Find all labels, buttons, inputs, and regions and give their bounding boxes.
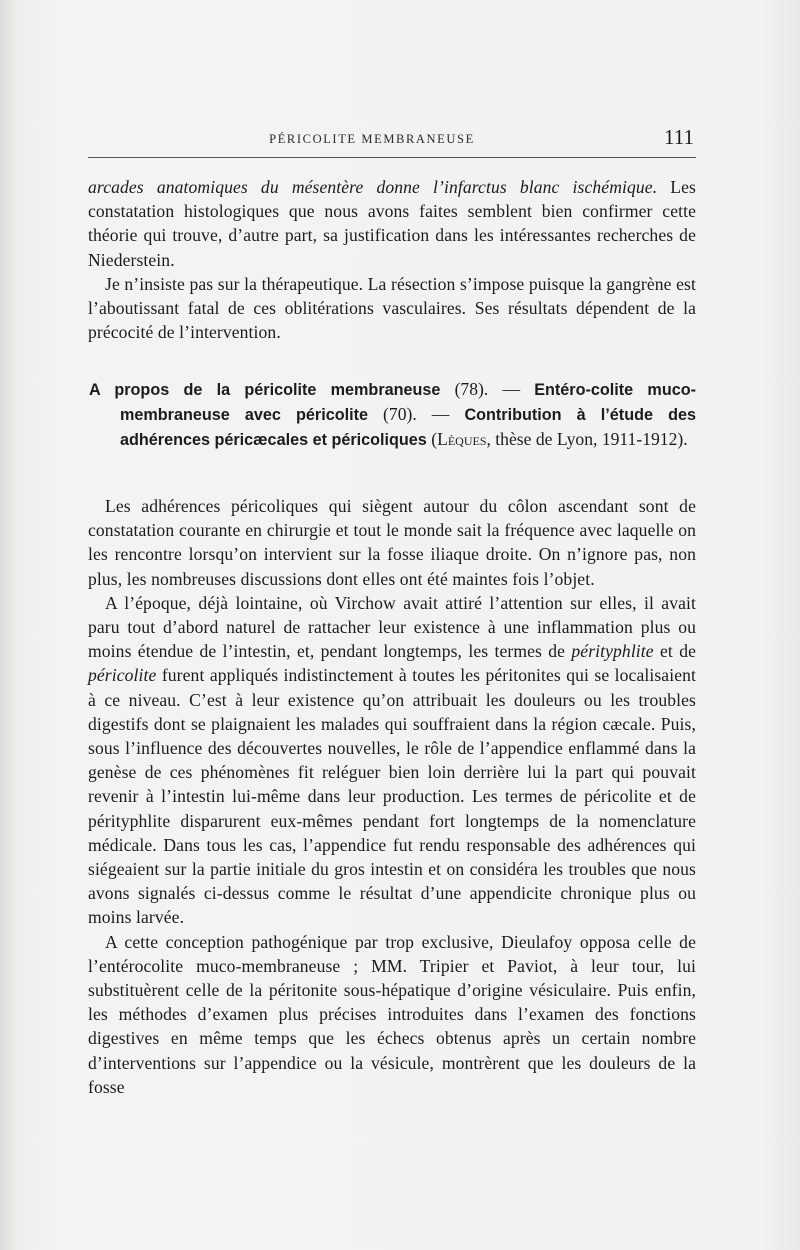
main-section bbox=[88, 494, 696, 1099]
heading-ref-2: (70). — bbox=[368, 404, 465, 425]
paragraph-continued bbox=[88, 175, 696, 272]
running-header bbox=[88, 124, 696, 160]
paragraph-text: Les constatation histologiques que nous avons faites semblent bien confirmer cette théorie qui trouve, d’autre part, sa justification dans les intéressantes recherches de Niederstein. bbox=[88, 177, 696, 270]
term-pericolite: péricolite bbox=[88, 665, 157, 686]
term-perityphlite: pérityphlite bbox=[571, 641, 654, 662]
italic-lead: arcades anatomiques du mésentère donne l’infarctus blanc ischémique. bbox=[88, 177, 658, 197]
heading-title-3: Contribution à l’étude des adhérences péricæcales et péricoliques bbox=[120, 406, 696, 450]
page-number: 111 bbox=[664, 125, 694, 149]
paragraph-text: A l’époque, déjà lointaine, où Virchow avait attiré l’attention sur elles, il avait paru tout d’abord naturel de rattacher leur existence à une inflammation plus ou moins étendue de l’intestin, et, pendant longtemps, les termes de bbox=[88, 592, 696, 662]
running-title: PÉRICOLITE MEMBRANEUSE bbox=[269, 132, 475, 146]
paragraph-virchow bbox=[88, 591, 696, 930]
section-heading bbox=[89, 377, 696, 453]
heading-author: Lèques bbox=[437, 429, 487, 450]
heading-source: , thèse de Lyon, 1911-1912). bbox=[486, 429, 688, 450]
heading-open-paren: ( bbox=[426, 429, 438, 450]
heading-title-1: A propos de la péricolite membraneuse bbox=[89, 381, 441, 399]
paragraph-text: et de bbox=[653, 641, 696, 662]
paragraph-dieulafoy: A cette conception pathogénique par trop exclusive, Dieulafoy opposa celle de l’entérocolite muco-membraneuse ; MM. Tripier et Paviot, à leur tour, lui substituèrent celle de la péritonite sous-hépatique d’origine vésiculaire. Puis enfin, les méthodes d’examen plus précises introduites dans l’examen des fonctions digestives en même temps que les échecs obtenus après un certain nombre d’interventions sur l’appendice ou la vésicule, montrèrent que les douleurs de la fosse bbox=[88, 931, 696, 1097]
paragraph-text: furent appliqués indistinctement à toutes les péritonites qui se localisaient à ce niveau. C’est à leur existence qu’on attribuait les douleurs ou les troubles digestifs dont se plaignaient les malades qui souffraient dans la région cæcale. Puis, sous l’influence des découvertes nouvelles, le rôle de l’appendice enflammé dans la genèse de ces phénomènes fit reléguer bien loin derrière lui la part qui pouvait revenir à l’intestin lui-même dans leur production. Les termes de péricolite et de pérityphlite disparurent eux-mêmes pendant fort longtemps de la nomenclature médicale. Dans tous les cas, l’appendice fut rendu responsable des adhérences qui siégeaient sur la partie initiale du gros intestin et on considéra les troubles que nous avons signalés ci-dessus comme le résultat d’une appendicite chronique plus ou moins larvée. bbox=[88, 665, 696, 928]
heading-ref-1: (78). — bbox=[440, 379, 535, 399]
header-rule bbox=[88, 157, 696, 158]
paragraph-therapeutique: Je n’insiste pas sur la thérapeutique. La résection s’impose puisque la gangrène est l’aboutissant fatal de ces oblitérations vasculaires. Ses résultats dépendent de la précocité de l’intervention. bbox=[88, 273, 696, 343]
heading-title-2: Entéro-colite muco-membraneuse avec péricolite bbox=[120, 381, 696, 425]
paragraph-adherences: Les adhérences péricoliques qui siègent autour du côlon ascendant sont de constatation courante en chirurgie et tout le monde sait la fréquence avec laquelle on les rencontre lorsqu’on intervient sur la fosse iliaque droite. On n’ignore pas, non plus, les nombreuses discussions dont elles ont été maintes fois l’objet. bbox=[88, 496, 696, 589]
continued-section bbox=[88, 175, 696, 344]
